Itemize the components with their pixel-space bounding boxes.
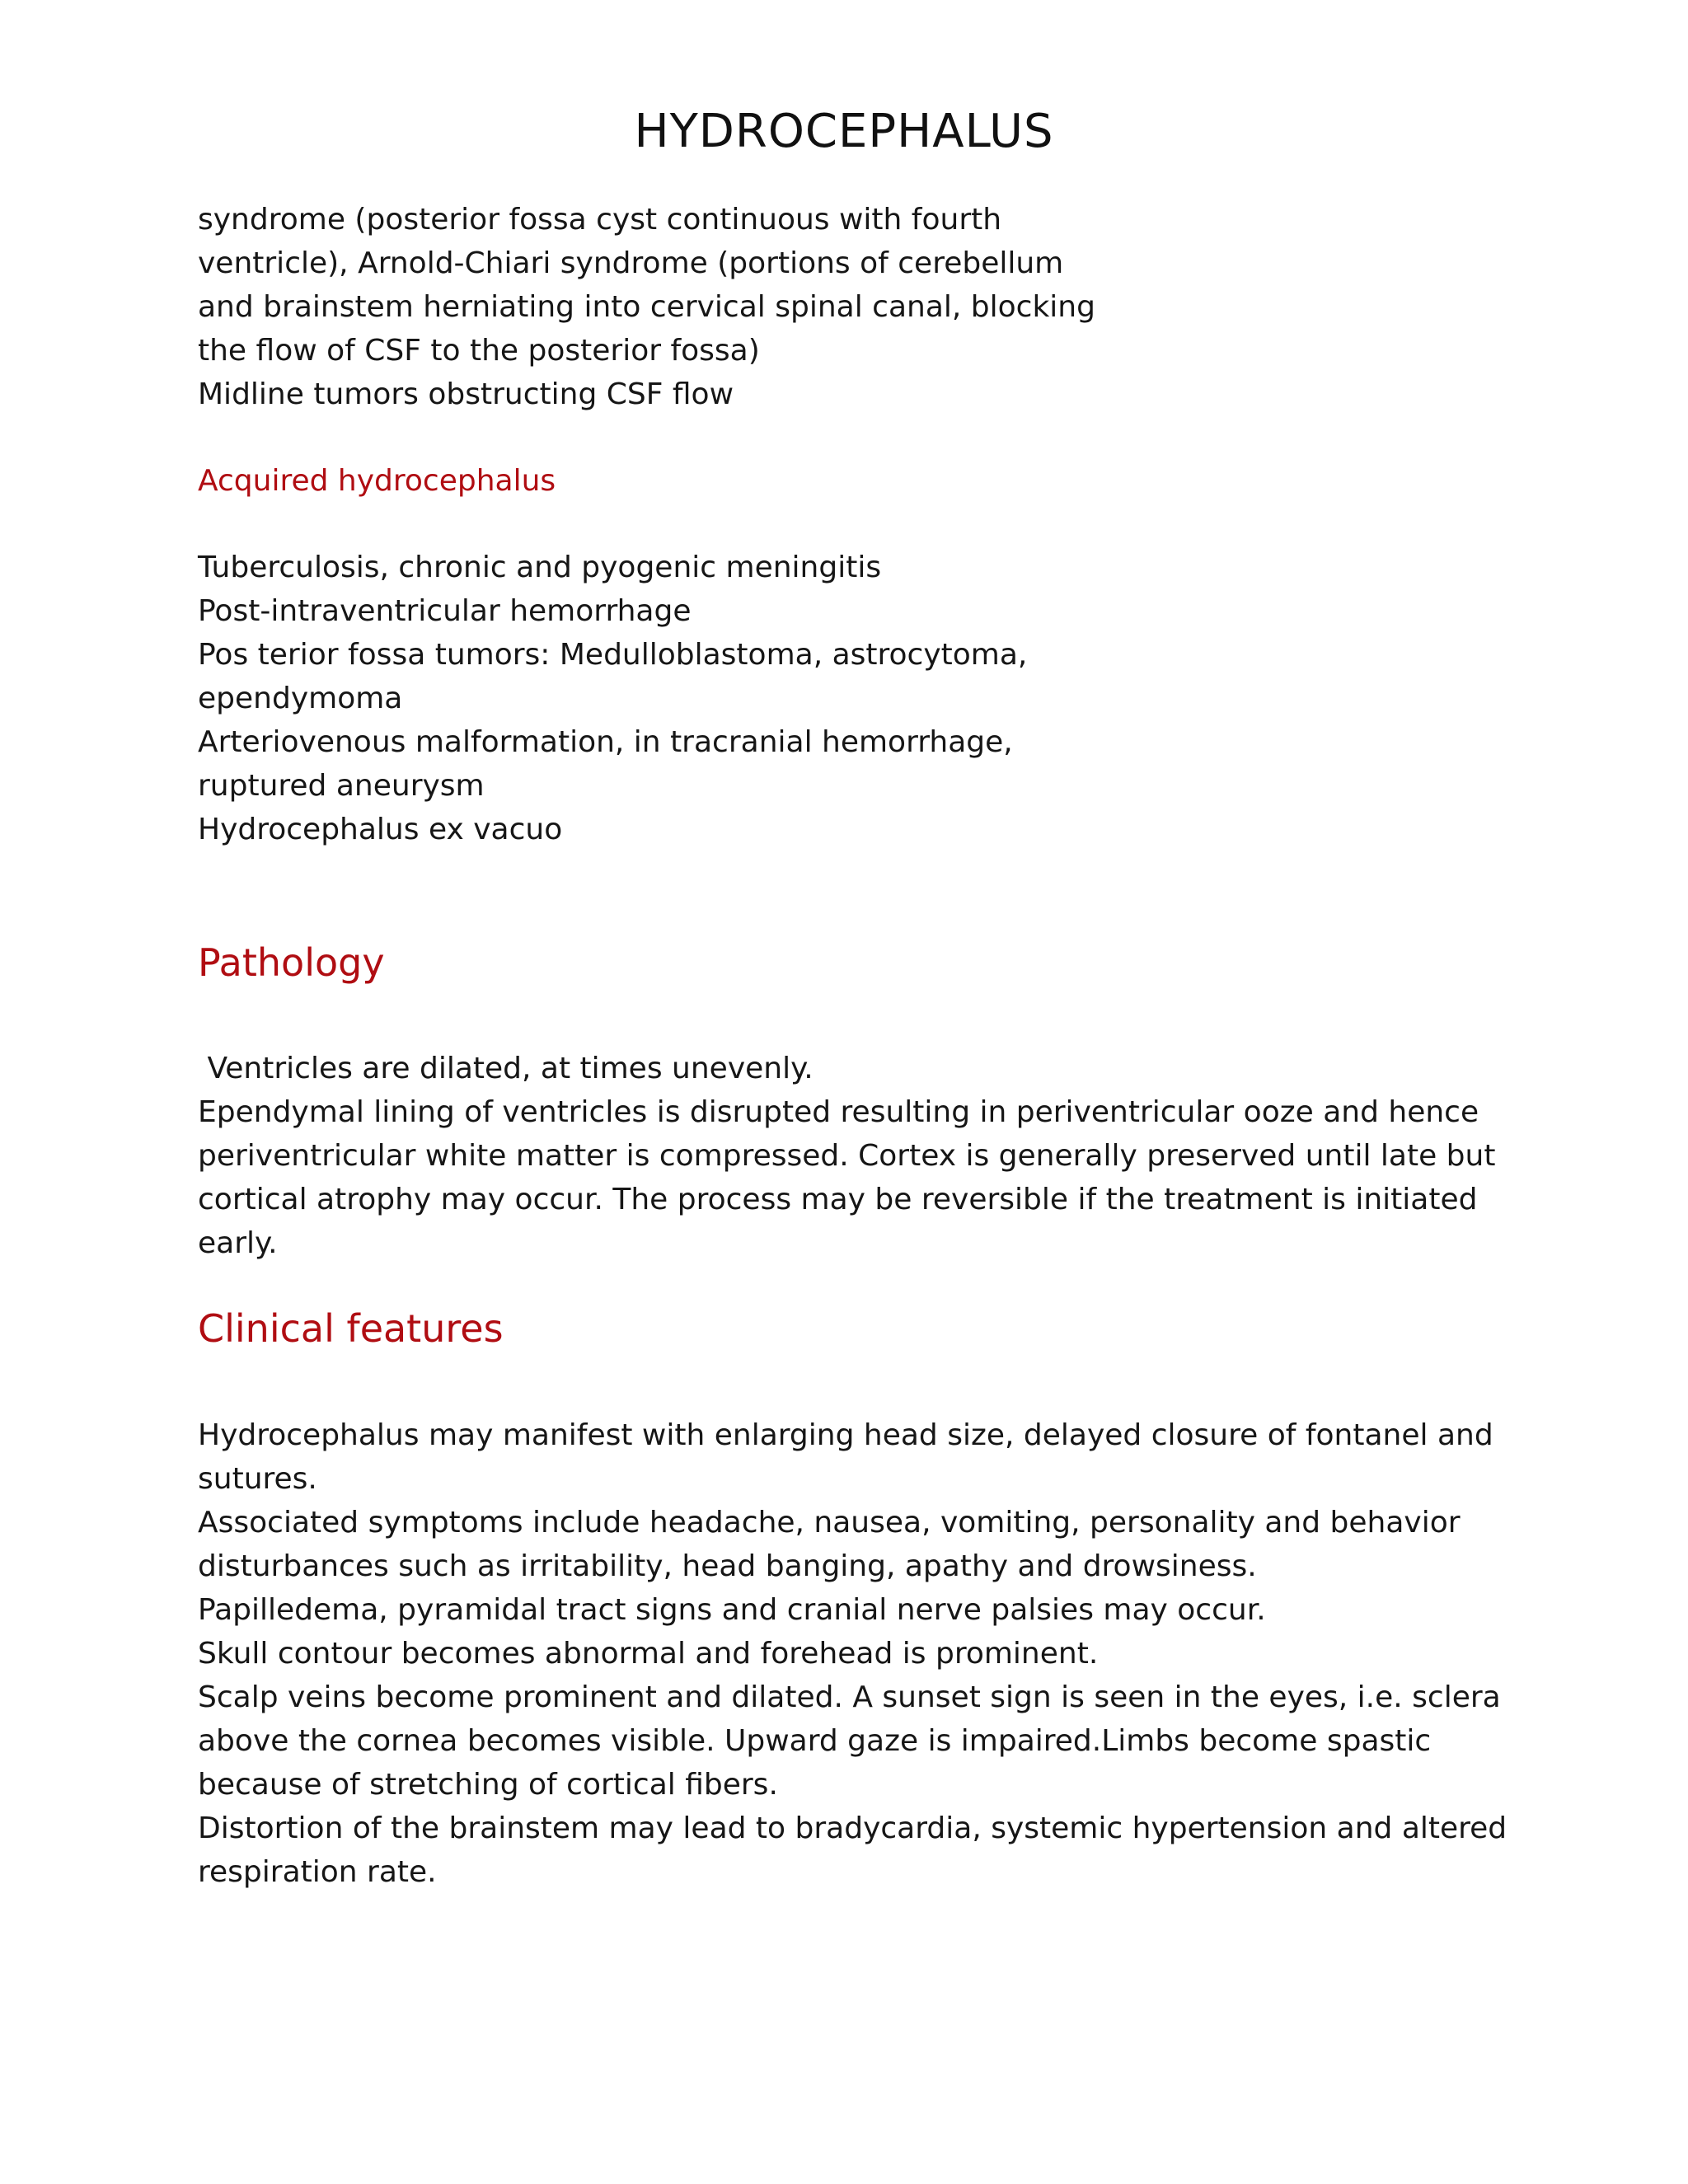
text-line: respiration rate. (198, 1855, 437, 1889)
text-line: periventricular white matter is compressed. Cortex is generally preserved until late but (198, 1139, 1496, 1173)
text-line: cortical atrophy may occur. The process may be reversible if the treatment is initiated (198, 1183, 1478, 1216)
clinical-features-paragraph (198, 1413, 1507, 1894)
pathology-paragraph (198, 1047, 1495, 1265)
acquired-causes-list (198, 546, 1027, 851)
text-line: syndrome (posterior fossa cyst continuous with fourth (198, 203, 1002, 237)
clinical-features-heading: Clinical features (198, 1306, 504, 1351)
list-item: Arteriovenous malformation, in tracranial hemorrhage, (198, 725, 1013, 759)
list-item: ependymoma (198, 682, 403, 715)
text-line: above the cornea becomes visible. Upward gaze is impaired.Limbs become spastic (198, 1724, 1432, 1758)
list-item: ruptured aneurysm (198, 769, 485, 803)
text-line: the flow of CSF to the posterior fossa) (198, 334, 760, 368)
document-title: HYDROCEPHALUS (634, 105, 1054, 158)
text-line: Hydrocephalus may manifest with enlarging head size, delayed closure of fontanel and (198, 1418, 1493, 1452)
acquired-hydrocephalus-heading: Acquired hydrocephalus (198, 464, 556, 498)
text-line: Associated symptoms include headache, nausea, vomiting, personality and behavior (198, 1506, 1461, 1540)
list-item: Tuberculosis, chronic and pyogenic meningitis (198, 551, 882, 584)
text-line: Midline tumors obstructing CSF flow (198, 377, 734, 411)
pathology-heading: Pathology (198, 940, 385, 985)
text-line: Papilledema, pyramidal tract signs and cranial nerve palsies may occur. (198, 1593, 1266, 1627)
text-line: Scalp veins become prominent and dilated. A sunset sign is seen in the eyes, i.e. sclera (198, 1680, 1501, 1714)
text-line: and brainstem herniating into cervical spinal canal, blocking (198, 290, 1095, 324)
list-item: Pos terior fossa tumors: Medulloblastoma, astrocytoma, (198, 638, 1028, 672)
text-line: Ventricles are dilated, at times unevenly. (198, 1052, 814, 1085)
text-line: ventricle), Arnold-Chiari syndrome (portions of cerebellum (198, 246, 1064, 280)
intro-paragraph (198, 198, 1095, 416)
text-line: Ependymal lining of ventricles is disrupted resulting in periventricular ooze and hence (198, 1095, 1479, 1129)
text-line: Distortion of the brainstem may lead to bradycardia, systemic hypertension and altered (198, 1811, 1507, 1845)
list-item: Post-intraventricular hemorrhage (198, 594, 692, 628)
text-line: sutures. (198, 1462, 317, 1496)
text-line: early. (198, 1226, 278, 1260)
list-item: Hydrocephalus ex vacuo (198, 813, 563, 846)
text-line: because of stretching of cortical fibers. (198, 1768, 778, 1802)
text-line: disturbances such as irritability, head banging, apathy and drowsiness. (198, 1549, 1257, 1583)
text-line: Skull contour becomes abnormal and forehead is prominent. (198, 1637, 1099, 1671)
